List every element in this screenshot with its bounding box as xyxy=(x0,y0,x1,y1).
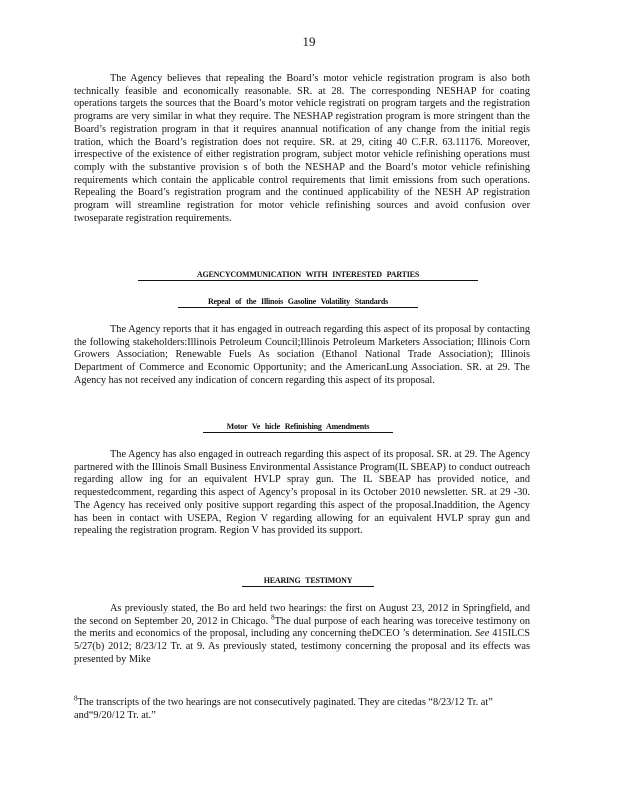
page-number: 19 xyxy=(302,34,316,49)
heading-underline xyxy=(138,280,478,281)
heading-underline xyxy=(203,432,393,433)
heading-underline xyxy=(242,586,374,587)
paragraph-stakeholder-outreach: The Agency reports that it has engaged in outreach regarding this aspect of its proposal by contacting the following stakeholders:Illinois Petroleum Council;Illinois Petroleum Marketers Association; Illinois Corn Growers Association; Renewable Fuels As sociation (Ethanol National Trade Association); Illinois Department of Commerce and Economic Opportunity; and the AmericanLung Association. SR. at 29. The Agency has not received any indication of concern regarding this aspect of its proposal. xyxy=(74,324,530,386)
section-heading-text: AGENCYCOMMUNICATION WITH INTERESTED PARTIES xyxy=(196,270,420,279)
footnote-reference: 8 xyxy=(271,613,275,622)
paragraph-sbeap-outreach: The Agency has also engaged in outreach regarding this aspect of its proposal. SR. at 29. The Agency partnered with the Illinois Small Business Environmental Assistance Program(IL SBEAP) to conduct outreach regarding allow ing for an equivalent HVLP spray gun. The IL SBEAP has provided notice, and requestedcomment, regarding this aspect of Agency’s proposal in its October 2010 newsletter. SR. at 29 -30. The Agency has received only positive support regarding this aspect of the proposal.Inaddition, the Agency has been in contact with USEPA, Region V regarding allowing for an equivalent HVLP spray gun and repealing the registration program. Region V has provided its support. xyxy=(74,449,530,537)
paragraph-registration-program: The Agency believes that repealing the Board’s motor vehicle registration program is also both technically feasible and economically reasonable. SR. at 28. The corresponding NESHAP for coating operations targets the sources that the Board’s motor vehicle registrati on program targets and the registration programs are very similar in what they require. The NESHAP registration program is more stringent than the Board’s registration program in that it requires anannual notification of any change from the initial regis tration, which the Board’s registration does not require. SR. at 29, citing 40 C.F.R. 63.11176. Moreover, irrespective of the existence of either registration program, subject motor vehicle refinishing operations must comply with the substantive provision s of both the NESHAP and the Board’s motor vehicle refinishing requirements which contain the applicable control requirements that limit emissions from such operations. Repealing the Board’s registration program and the continued applicability of the NESH AP registration program will streamline registration for motor vehicle refinishing sources and avoid confusion over twoseparate registration requirements. xyxy=(74,73,530,224)
footnote xyxy=(74,694,530,722)
footnote-marker: 8 xyxy=(74,694,78,703)
paragraph-hearings xyxy=(74,603,530,667)
subheading-text: Repeal of the Illinois Gasoline Volatility Standards xyxy=(207,297,389,306)
section-heading-text: HEARING TESTIMONY xyxy=(263,576,353,585)
paragraph-text: The dual purpose of each hearing was toreceive testimony on the merits and economics of the proposal, including any concerning theDCEO ’s determination. xyxy=(74,615,530,640)
section-heading-hearing-testimony xyxy=(242,576,374,587)
heading-underline xyxy=(178,307,418,308)
section-heading-agency-communication xyxy=(138,270,478,281)
citation-signal: See xyxy=(475,628,490,640)
subheading-motor-vehicle-refinishing xyxy=(203,422,393,433)
subheading-gasoline-volatility xyxy=(178,297,418,308)
paragraph-text: 415ILCS 5/27(b) 2012; 8/23/12 Tr. at 9. As previously stated, testimony concerning the proposal and its effects was presented by Mike xyxy=(74,628,531,665)
subheading-text: Motor Ve hicle Refinishing Amendments xyxy=(226,422,370,431)
paragraph-text: As previously stated, the Bo ard held two hearings: the first on August 23, 2012 in Springfield, and the second on September 20, 2012 in Chicago. xyxy=(74,603,530,627)
footnote-text: The transcripts of the two hearings are not consecutively paginated. They are citedas “8/23/12 Tr. at” and“9/20/12 Tr. at.” xyxy=(74,697,493,721)
